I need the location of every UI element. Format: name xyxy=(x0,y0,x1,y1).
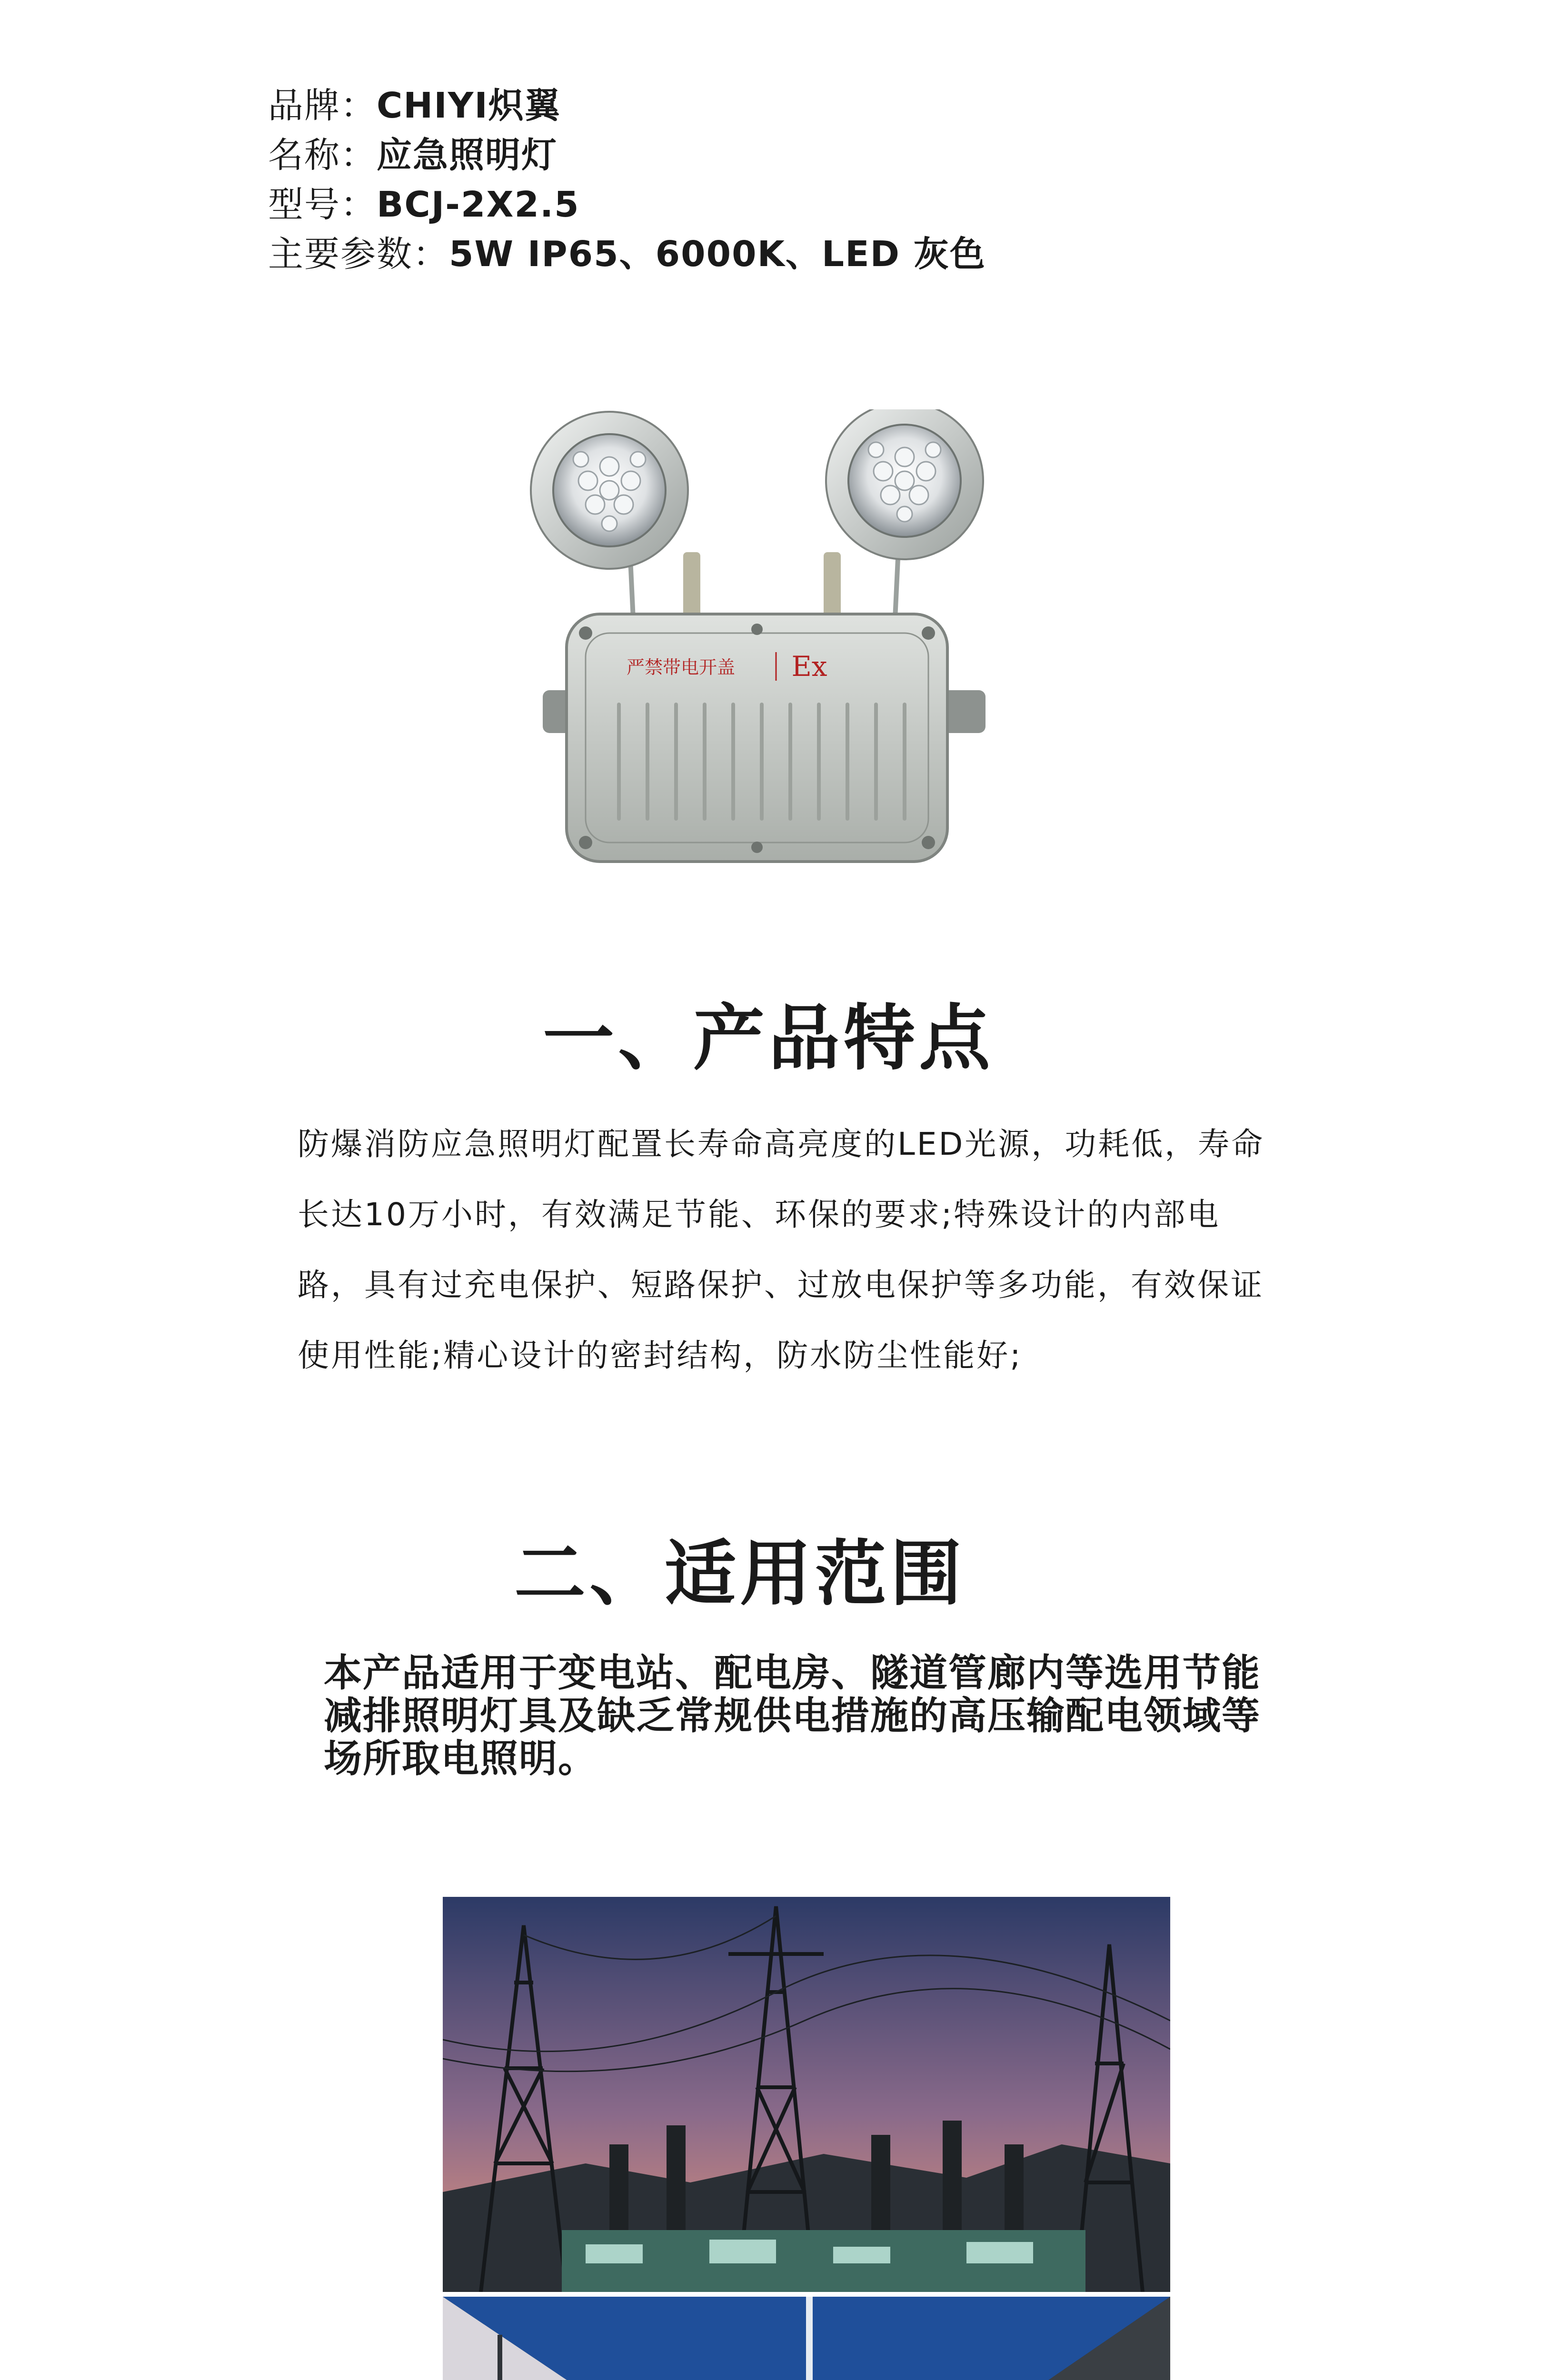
spec-model xyxy=(268,180,986,229)
section1-body: 防爆消防应急照明灯配置长寿命高亮度的LED光源，功耗低，寿命长达10万小时，有效满足节能、环保的要求;特殊设计的内部电路，具有过充电保护、短路保护、过放电保护等多功能，有效保证使用性能;精心设计的密封结构，防水防尘性能好; xyxy=(298,1126,1265,1374)
section2-title: 二、适用范围 xyxy=(514,1533,966,1616)
warning-label: 严禁带电开盖 xyxy=(626,657,736,678)
emergency-light-illustration xyxy=(524,409,990,866)
spec-name-value: 应急照明灯 xyxy=(377,135,557,176)
spec-model-key: 型号： xyxy=(268,184,377,225)
spec-brand xyxy=(268,81,986,130)
ex-mark: Ex xyxy=(791,650,827,683)
right-lamp-head xyxy=(826,409,983,559)
spec-name xyxy=(268,130,986,180)
spec-params xyxy=(268,229,986,279)
spec-params-value: 5W IP65、6000K、LED 灰色 xyxy=(449,234,986,275)
right-cable-gland xyxy=(943,690,986,733)
spec-params-key: 主要参数： xyxy=(268,234,449,275)
light-housing xyxy=(567,614,947,862)
tunnel-illustration xyxy=(443,2297,1170,2380)
section2-body: 本产品适用于变电站、配电房、隧道管廊内等选用节能减排照明灯具及缺乏常规供电措施的高压输配电领域等场所取电照明。 xyxy=(324,1651,1261,1781)
section1-title: 一、产品特点 xyxy=(543,997,995,1080)
spec-block xyxy=(268,81,986,279)
spec-model-value: BCJ-2X2.5 xyxy=(377,184,580,225)
product-image xyxy=(524,409,990,866)
spec-brand-value: CHIYI炽翼 xyxy=(377,85,561,126)
substation-illustration xyxy=(443,1897,1170,2292)
spec-brand-key: 品牌： xyxy=(268,85,377,126)
spec-name-key: 名称： xyxy=(268,135,377,176)
tunnel-photo xyxy=(443,2297,1170,2380)
substation-photo xyxy=(443,1897,1170,2292)
left-lamp-head xyxy=(531,412,688,569)
